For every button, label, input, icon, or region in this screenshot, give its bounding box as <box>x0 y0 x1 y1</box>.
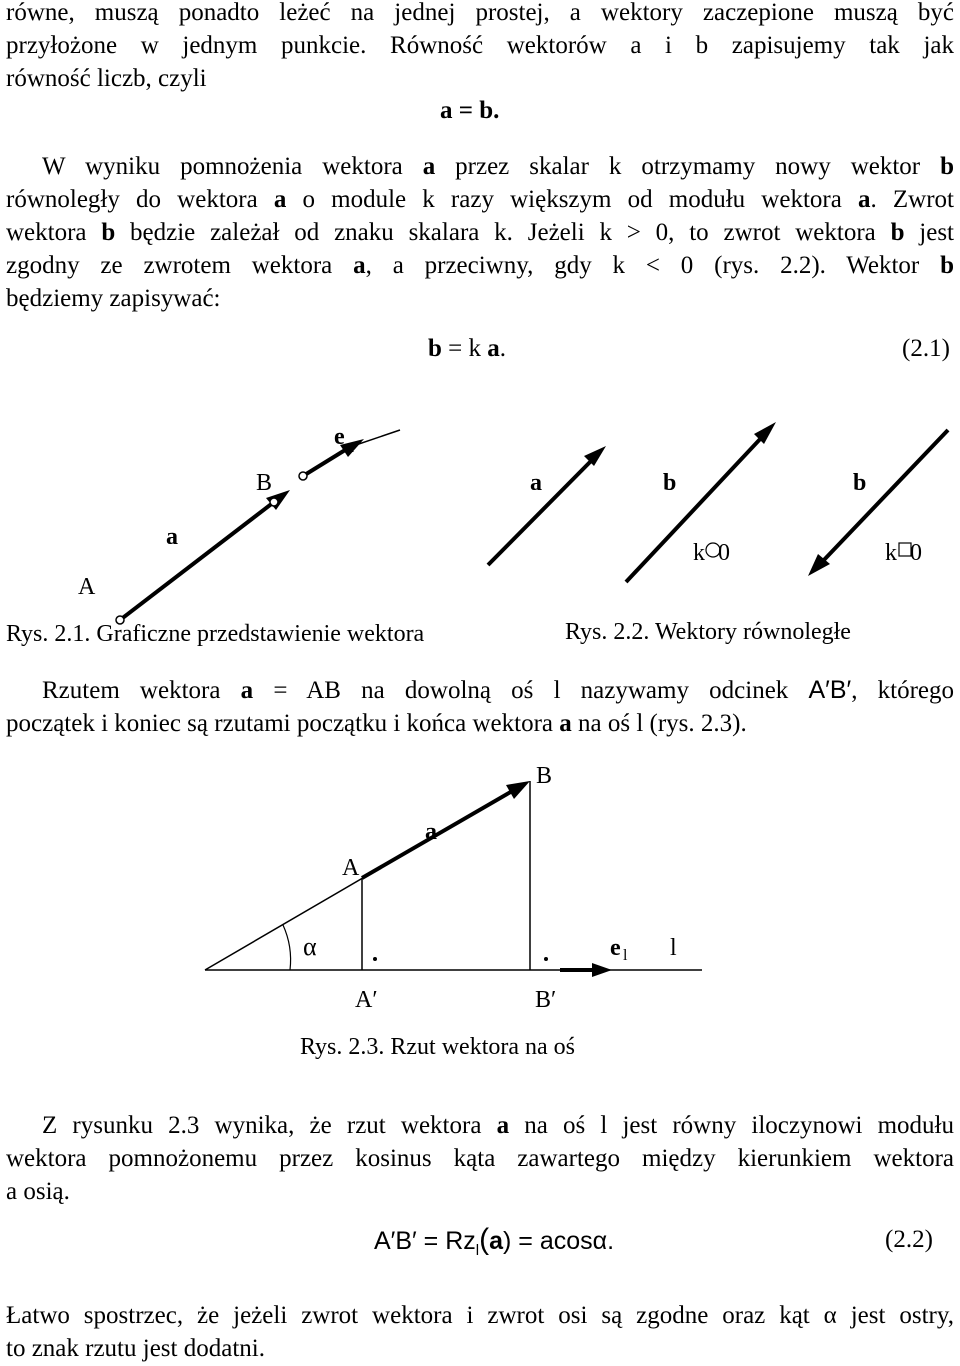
fig2-label-k1-val: 0 <box>718 540 730 566</box>
paragraph-1 <box>6 0 954 95</box>
fig3-label-el-sub: l <box>623 947 628 964</box>
point-B <box>270 498 278 506</box>
fig2-label-b1: b <box>663 470 677 496</box>
fig2-label-k1: k <box>693 540 705 566</box>
fig2-label-b2: b <box>853 470 867 496</box>
paragraph-2: W wyniku pomnożenia wektora a przez skalar k otrzymamy nowy wektor b równoległy do wektora a o module k razy większym od modułu wektora a. Zwrot wektora b będzie zależał od znaku skalara k. Jeżeli k > 0, to zwrot wektora b jest zgodny ze zwrotem wektora a, a przeciwny, gdy k < 0 (rys. 2.2). Wektor b będziemy zapisywać: <box>6 153 954 312</box>
label-a: a <box>166 524 178 550</box>
fig3-label-el: e <box>610 935 621 961</box>
angle-arc <box>283 925 291 970</box>
figure-2 <box>488 422 948 582</box>
paragraph-5: Łatwo spostrzec, że jeżeli zwrot wektora i zwrot osi są zgodne oraz kąt α jest ostry, to znak rzutu jest dodatni. <box>6 1302 954 1362</box>
equation-2-1-number: (2.1) <box>902 335 950 362</box>
paragraph-4: Z rysunku 2.3 wynika, że rzut wektora a na oś l jest równy iloczynowi modułu wektora pomnożonemu przez kosinus kąta zawartego między kierunkiem wektora a osią. <box>6 1112 954 1205</box>
p1-line2: przyłożone w jednym punkcie. Równość wektorów a i b zapisujemy tak jak <box>6 32 954 59</box>
figure-3 <box>0 755 960 1025</box>
equation-2-2-number: (2.2) <box>885 1226 933 1253</box>
right-angle-dot-B <box>544 957 548 961</box>
figure-vectors <box>0 410 960 630</box>
fig3-label-A: A <box>342 855 360 881</box>
fig2-label-k2-val: 0 <box>910 540 922 566</box>
fig3-label-Bprime: B′ <box>535 987 557 1013</box>
fig3-label-alpha: α <box>303 932 317 961</box>
equation-2-2: $A'B' = Rz_l(a) = acos\alpha$. <box>374 1223 615 1259</box>
equation-2-1: b = k a. <box>428 335 507 362</box>
unit-vector-el-arrowhead <box>592 963 612 977</box>
right-angle-dot-A <box>373 957 377 961</box>
fig3-label-a: a <box>425 819 437 845</box>
label-A: A <box>78 574 96 600</box>
unit-vector-origin <box>299 472 307 480</box>
caption-figure-2: Rys. 2.2. Wektory równoległe <box>565 619 851 645</box>
caption-figure-1: Rys. 2.1. Graficzne przedstawienie wektora <box>6 621 425 647</box>
fig3-label-B: B <box>536 763 553 789</box>
fig3-label-Aprime: A′ <box>355 987 378 1013</box>
p1-line3: równość liczb, czyli <box>6 65 207 92</box>
label-B: B <box>256 470 273 496</box>
label-e: e <box>334 424 345 450</box>
figure-1 <box>78 424 400 624</box>
caption-figure-3: Rys. 2.3. Rzut wektora na oś <box>300 1034 576 1060</box>
label-e-sub: a <box>347 439 355 456</box>
unit-vector-e-line <box>303 447 350 476</box>
fig3-label-l: l <box>670 935 677 961</box>
fig2-label-k2: k <box>885 540 897 566</box>
paragraph-3: Rzutem wektora a = AB na dowolną oś l nazywamy odcinek A′B′, którego początek i koniec są rzutami początku i końca wektora a na oś l (rys. 2.3). <box>6 676 954 737</box>
equation-a-equals-b: a = b. <box>440 97 500 124</box>
fig2-label-a: a <box>530 470 542 496</box>
p1-line1: równe, muszą ponadto leżeć na jednej prostej, a wektory zaczepione muszą być <box>6 0 954 26</box>
vector-a3-line <box>362 790 514 878</box>
vector-a-line <box>120 502 274 620</box>
vector-a3-arrowhead <box>506 781 530 799</box>
